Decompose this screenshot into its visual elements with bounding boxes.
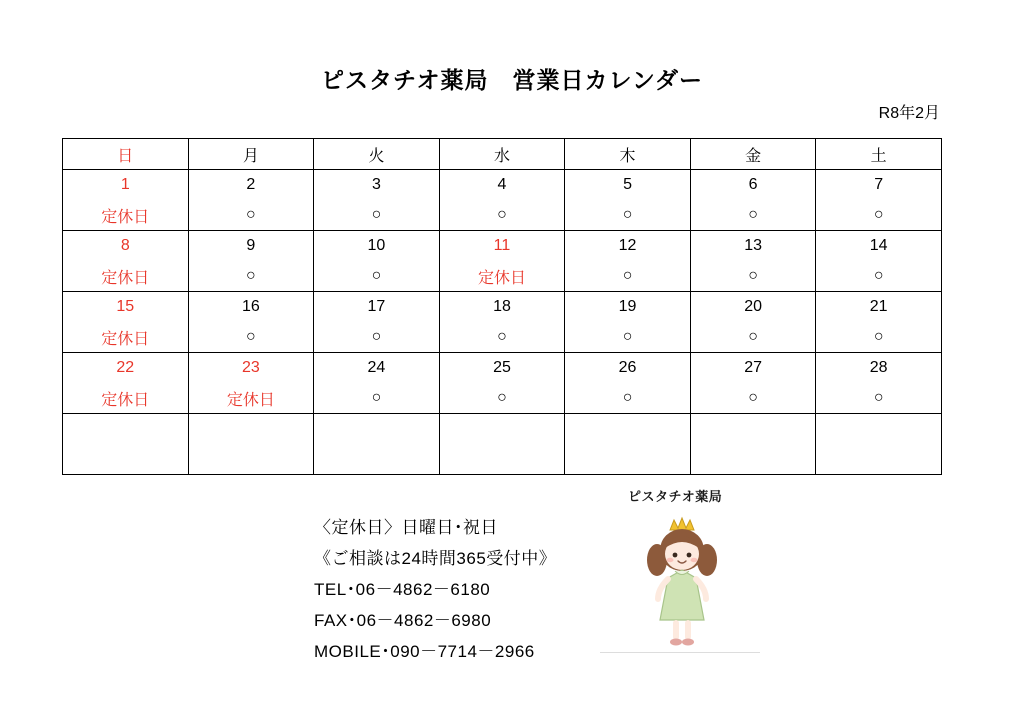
day-number: 18 [439,292,565,323]
day-status: ○ [690,322,816,353]
day-number: 3 [314,170,440,201]
weekday-header-tue: 火 [314,139,440,170]
weekday-header-thu: 木 [565,139,691,170]
day-number: 11 [439,231,565,262]
mascot-divider [600,652,760,653]
day-cell-empty [63,414,189,475]
day-number: 5 [565,170,691,201]
day-cell-empty [565,414,691,475]
day-number: 4 [439,170,565,201]
day-number: 14 [816,231,942,262]
week-row-status [63,200,942,231]
day-number: 17 [314,292,440,323]
week-row-status [63,383,942,414]
day-status: ○ [690,261,816,292]
day-number: 21 [816,292,942,323]
day-status: ○ [816,200,942,231]
day-status: ○ [565,200,691,231]
day-status: 定休日 [188,383,314,414]
day-status: ○ [816,322,942,353]
day-number: 8 [63,231,189,262]
day-number: 16 [188,292,314,323]
day-status: ○ [816,383,942,414]
day-status: ○ [188,261,314,292]
weekday-header-wed: 水 [439,139,565,170]
day-cell-empty [816,414,942,475]
day-number: 1 [63,170,189,201]
day-status: 定休日 [63,200,189,231]
week-row-empty [63,414,942,475]
week-row-status [63,261,942,292]
fax-line: FAX･06－4862－6980 [314,611,492,630]
day-number: 28 [816,353,942,384]
day-status: 定休日 [63,322,189,353]
calendar-table [62,138,942,475]
day-number: 20 [690,292,816,323]
weekday-header-fri: 金 [690,139,816,170]
week-row-dates [63,353,942,384]
weekday-header-mon: 月 [188,139,314,170]
day-number: 6 [690,170,816,201]
day-status: ○ [314,261,440,292]
closed-days-note: 〈定休日〉日曜日･祝日 [314,518,498,537]
day-number: 10 [314,231,440,262]
day-status: ○ [188,322,314,353]
weekday-header-sun: 日 [63,139,189,170]
day-cell-empty [314,414,440,475]
day-status: ○ [314,322,440,353]
day-number: 23 [188,353,314,384]
day-status: ○ [565,322,691,353]
day-status: ○ [439,322,565,353]
pharmacy-mascot-icon [630,502,734,652]
day-status: ○ [690,383,816,414]
day-cell-empty [188,414,314,475]
day-number: 13 [690,231,816,262]
day-status: 定休日 [439,261,565,292]
day-status: 定休日 [63,261,189,292]
day-number: 22 [63,353,189,384]
day-status: ○ [188,200,314,231]
day-status: ○ [565,383,691,414]
day-status: ○ [439,200,565,231]
day-number: 24 [314,353,440,384]
week-row-dates [63,170,942,201]
day-status: ○ [314,200,440,231]
day-number: 19 [565,292,691,323]
day-number: 25 [439,353,565,384]
page-title: ピスタチオ薬局 営業日カレンダー [320,67,704,93]
day-number: 27 [690,353,816,384]
contact-info [314,512,556,667]
week-row-status [63,322,942,353]
day-number: 2 [188,170,314,201]
day-status: ○ [439,383,565,414]
tel-line: TEL･06－4862－6180 [314,580,491,599]
calendar-header-row [63,139,942,170]
consultation-note: 《ご相談は24時間365受付中》 [314,549,557,568]
week-row-dates [63,292,942,323]
day-number: 9 [188,231,314,262]
mobile-line: MOBILE･090－7714－2966 [314,642,535,661]
month-label: R8年2月 [878,105,940,122]
day-status: 定休日 [63,383,189,414]
day-number: 12 [565,231,691,262]
day-number: 15 [63,292,189,323]
mascot-illustration [600,486,760,661]
day-number: 7 [816,170,942,201]
day-status: ○ [816,261,942,292]
day-cell-empty [690,414,816,475]
day-cell-empty [439,414,565,475]
mascot-caption: ピスタチオ薬局 [628,489,723,504]
day-status: ○ [565,261,691,292]
day-status: ○ [314,383,440,414]
day-status: ○ [690,200,816,231]
week-row-dates [63,231,942,262]
day-number: 26 [565,353,691,384]
weekday-header-sat: 土 [816,139,942,170]
